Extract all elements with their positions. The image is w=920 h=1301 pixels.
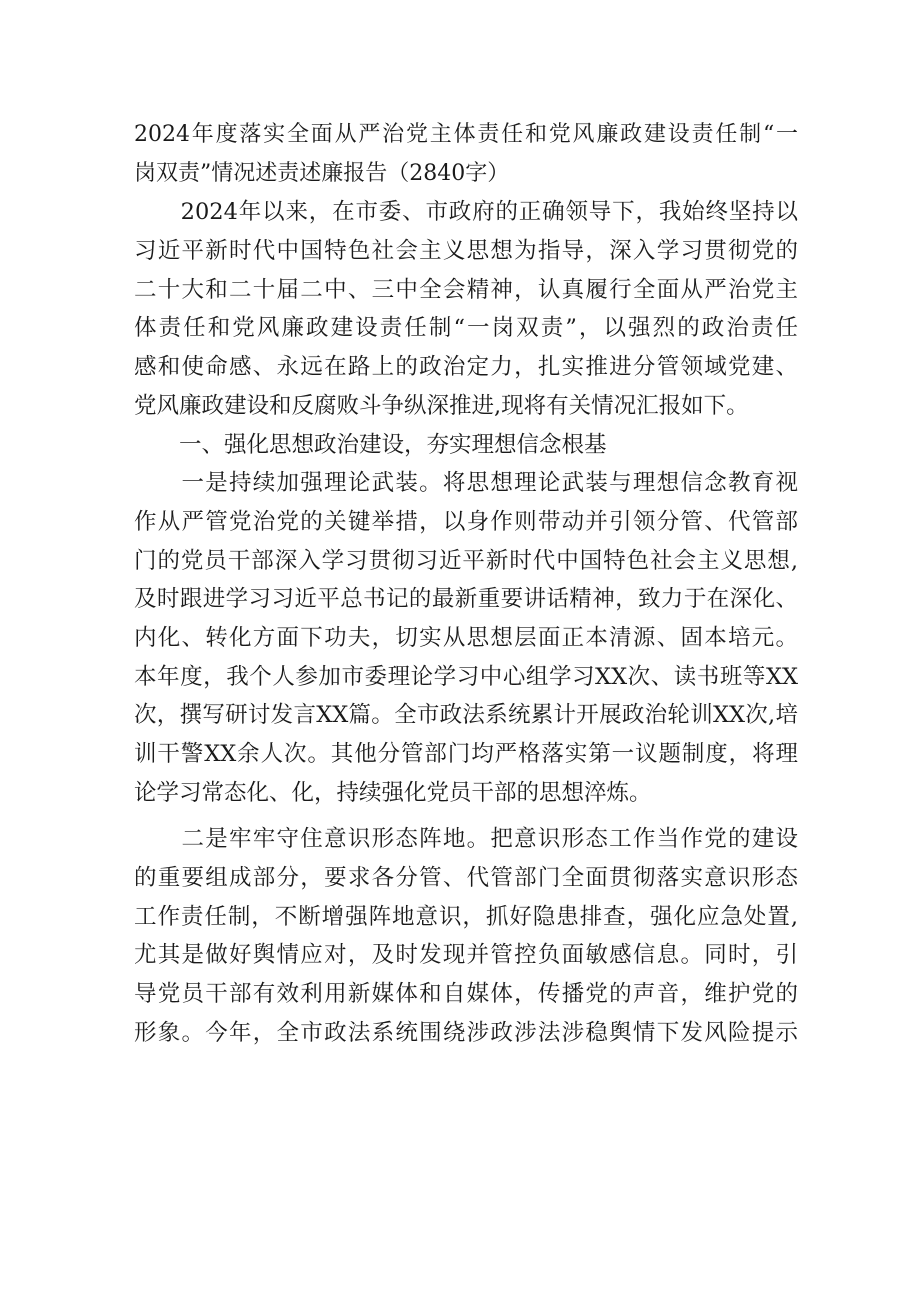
text-line: 一是持续加强理论武装。将思想理论武装与理想信念教育视 <box>134 470 798 497</box>
text-line: 次，撰写研讨发言XX篇。全市政法系统累计开展政治轮训XX次,培 <box>134 702 798 729</box>
paragraph-gap <box>134 812 798 820</box>
intro-paragraph <box>134 193 798 425</box>
text-line: 内化、转化方面下功夫，切实从思想层面正本清源、固本培元。 <box>134 624 798 651</box>
section-heading: 一、强化思想政治建设，夯实理想信念根基 <box>134 431 607 458</box>
text-line: 习近平新时代中国特色社会主义思想为指导，深入学习贯彻党的 <box>134 238 798 265</box>
text-line: 本年度，我个人参加市委理论学习中心组学习XX次、读书班等XX <box>134 663 798 690</box>
title-line: 2024年度落实全面从严治党主体责任和党风廉政建设责任制“一 <box>134 122 798 147</box>
text-line: 二十大和二十届二中、三中全会精神，认真履行全面从严治党主 <box>134 276 798 303</box>
text-line: 的重要组成部分，要求各分管、代管部门全面贯彻落实意识形态 <box>134 865 798 892</box>
document-page <box>134 116 798 1053</box>
text-line: 导党员干部有效利用新媒体和自媒体，传播党的声音，维护党的 <box>134 981 798 1008</box>
text-line: 训干警XX余人次。其他分管部门均严格落实第一议题制度，将理 <box>134 741 798 767</box>
text-line: 党风廉政建设和反腐败斗争纵深推进,现将有关情况汇报如下。 <box>134 392 749 419</box>
paragraph-ideology <box>134 820 798 1052</box>
text-line: 作从严管党治党的关键举措，以身作则带动并引领分管、代管部 <box>134 508 798 535</box>
text-line: 及时跟进学习习近平总书记的最新重要讲话精神，致力于在深化、 <box>134 586 798 613</box>
document-title <box>134 116 798 193</box>
text-line: 感和使命感、永远在路上的政治定力，扎实推进分管领域党建、 <box>134 354 798 381</box>
paragraph-theory-study <box>134 464 798 812</box>
text-line: 论学习常态化、化，持续强化党员干部的思想淬炼。 <box>134 779 652 806</box>
text-line: 体责任和党风廉政建设责任制“一岗双责”，以强烈的政治责任 <box>134 315 798 342</box>
text-line: 形象。今年，全市政法系统围绕涉政涉法涉稳舆情下发风险提示 <box>134 1019 798 1046</box>
text-line: 二是牢牢守住意识形态阵地。把意识形态工作当作党的建设 <box>134 826 798 853</box>
title-line: 岗双责”情况述责述廉报告（2840字） <box>134 160 510 186</box>
text-line: 尤其是做好舆情应对，及时发现并管控负面敏感信息。同时，引 <box>134 942 798 969</box>
text-line: 2024年以来，在市委、市政府的正确领导下，我始终坚持以 <box>134 199 798 226</box>
text-line: 工作责任制，不断增强阵地意识，抓好隐患排查，强化应急处置, <box>134 903 798 930</box>
text-line: 门的党员干部深入学习贯彻习近平新时代中国特色社会主义思想, <box>134 547 798 574</box>
